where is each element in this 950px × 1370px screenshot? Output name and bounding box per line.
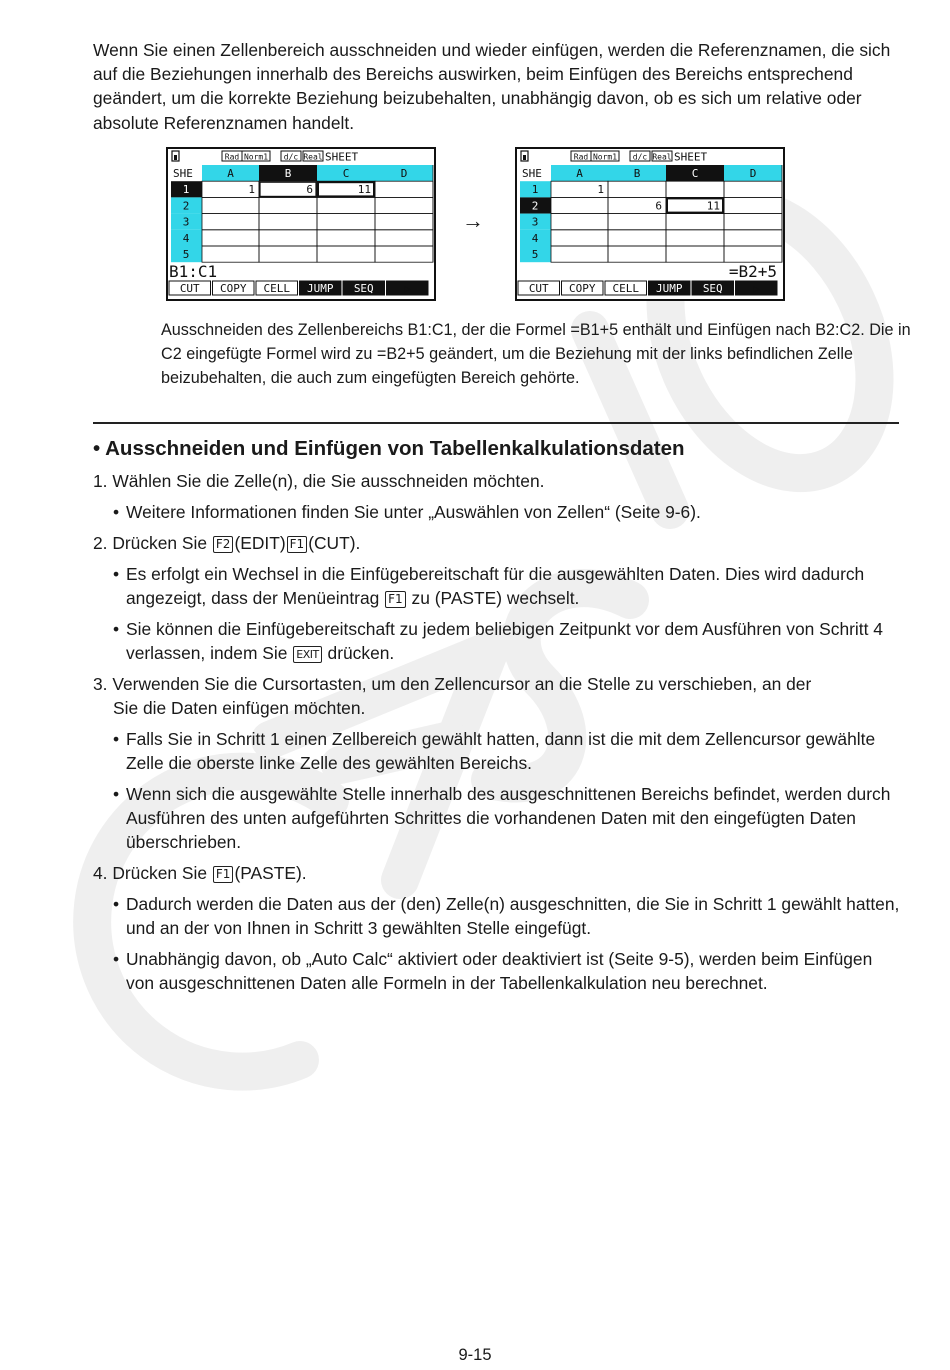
status-tag-real-label: Real xyxy=(652,152,672,162)
note-text: Falls Sie in Schritt 1 einen Zellbereich gewählt hatten, dann ist die mit dem Zellencursor gewählte Zelle die oberste linke Zelle des gewählten Bereichs. xyxy=(126,729,876,774)
battery-level xyxy=(523,155,526,160)
calculator-screen-after xyxy=(515,147,785,301)
page-number: 9-15 xyxy=(458,1346,492,1364)
step-3-note-1 xyxy=(113,727,903,775)
status-tag-norm-label: Norm1 xyxy=(592,152,618,162)
screen-caption: Ausschneiden des Zellenbereichs B1:C1, der die Formel =B1+5 enthält und Einfügen nach B2:C2. Die in C2 eingefügte Formel wird zu =B2+5 geändert, um die Beziehung mit der links befindlichen Zelle beizubehalten, die auch zum eingefügten Bereich gehörte. xyxy=(161,321,911,388)
section-divider xyxy=(93,422,899,424)
column-header-label: A xyxy=(576,167,583,180)
status-tag-real-label: Real xyxy=(303,152,323,162)
bullet: • xyxy=(113,949,120,969)
bullet: • xyxy=(113,564,120,584)
column-header-label: A xyxy=(227,167,234,180)
status-tag-dc-label: d/c xyxy=(632,152,648,162)
row-header-label: 2 xyxy=(182,199,190,213)
step-3-note-2 xyxy=(113,782,903,855)
screen-title: SHEET xyxy=(325,150,359,164)
cell-value: 1 xyxy=(597,183,604,197)
function-key-label: CELL xyxy=(263,282,290,295)
status-tag-norm-label: Norm1 xyxy=(243,152,269,162)
note-text-pre: Es erfolgt ein Wechsel in die Einfügebereitschaft für die ausgewählten Daten. Dies wird dadurch angezeigt, dass der Menüeintrag xyxy=(126,564,865,609)
row-header-label: 4 xyxy=(531,231,539,245)
note-text xyxy=(113,562,903,610)
function-key-label: COPY xyxy=(220,282,247,295)
exit-key-icon: EXIT xyxy=(293,646,321,663)
note-text: Wenn sich die ausgewählte Stelle innerhalb des ausgeschnittenen Bereichs befindet, werden durch Ausführen des unten aufgeführten Schrittes die vorhandenen Daten mit den eingefügten Daten überschrieben. xyxy=(126,784,891,853)
row-header-label: 1 xyxy=(182,183,190,197)
note-text: Dadurch werden die Daten aus der (den) Zelle(n) ausgeschnitten, die Sie in Schritt 1 gewählt hatten, und an der von Ihnen in Schritt 3 gewählten Stelle eingefügt. xyxy=(126,894,900,939)
bullet: • xyxy=(113,784,120,804)
row-header-label: 3 xyxy=(531,215,539,229)
corner-label: SHE xyxy=(522,167,542,180)
status-tag-dc-label: d/c xyxy=(283,152,299,162)
function-key-label: CUT xyxy=(528,282,549,295)
heading-title: Ausschneiden und Einfügen von Tabellenkalkulationsdaten xyxy=(105,437,685,460)
column-header-label: B xyxy=(284,167,292,180)
heading-bullet: • xyxy=(93,437,101,460)
function-key-label: SEQ xyxy=(702,282,723,295)
cell-value: 6 xyxy=(306,183,313,197)
note-text xyxy=(113,617,903,665)
note-text-post: drücken. xyxy=(322,643,395,664)
cell-value: 11 xyxy=(357,183,371,197)
step-2-note-2 xyxy=(113,617,903,665)
column-header-label: B xyxy=(633,167,641,180)
function-key-label: ▷ xyxy=(752,282,760,295)
row-header-label: 2 xyxy=(531,199,539,213)
note-text-pre: Sie können die Einfügebereitschaft zu jedem beliebigen Zeitpunkt vor dem Ausführen von Schritt 4 verlassen, indem Sie xyxy=(126,619,883,664)
step-3-continued: Sie die Daten einfügen möchten. xyxy=(113,698,366,718)
step-2-edit: (EDIT) xyxy=(234,533,286,553)
f1-key-icon: F1 xyxy=(385,591,406,608)
bullet: • xyxy=(113,502,120,522)
row-header-label: 3 xyxy=(182,215,190,229)
f2-key-icon: F2 xyxy=(213,536,234,553)
battery-level xyxy=(174,155,177,160)
column-header-label: D xyxy=(749,167,757,180)
bullet: • xyxy=(113,894,120,914)
step-4-paste: (PASTE). xyxy=(234,863,307,883)
edit-line: =B2+5 xyxy=(728,262,777,282)
step-1: 1. Wählen Sie die Zelle(n), die Sie ausschneiden möchten. xyxy=(93,471,545,491)
transform-arrow: → xyxy=(462,208,484,233)
function-key-label: JUMP xyxy=(307,282,334,295)
note-text: Weitere Informationen finden Sie unter „Auswählen von Zellen“ (Seite 9-6). xyxy=(126,502,701,522)
row-header-label: 1 xyxy=(531,183,539,197)
step-4-note-2 xyxy=(113,947,903,995)
note-text-post: zu (PASTE) wechselt. xyxy=(406,588,580,609)
bullet: • xyxy=(113,729,120,749)
function-key-label: CELL xyxy=(612,282,639,295)
edit-line: B1:C1 xyxy=(169,262,218,282)
step-4 xyxy=(93,861,307,885)
intro-paragraph: Wenn Sie einen Zellenbereich ausschneiden und wieder einfügen, werden die Referenznamen, die sich auf die Beziehungen innerhalb des Bereichs auswirken, beim Einfügen des Bereichs entsprechend geändert, um die korrekte Beziehung beizubehalten, unabhängig davon, ob es sich um relative oder absolute Referenznamen handelt. xyxy=(93,40,891,133)
step-1-note-1 xyxy=(113,500,903,524)
column-header-label: D xyxy=(400,167,408,180)
cell-value: 11 xyxy=(706,199,720,213)
step-2-note-1 xyxy=(113,562,903,610)
step-3: 3. Verwenden Sie die Cursortasten, um den Zellencursor an die Stelle zu verschieben, an der xyxy=(93,674,812,694)
function-key-label: ▷ xyxy=(403,282,411,295)
function-key-label: CUT xyxy=(179,282,200,295)
step-4-note-1 xyxy=(113,892,903,940)
cell-value: 6 xyxy=(655,199,662,213)
row-header-label: 5 xyxy=(531,248,539,261)
step-2 xyxy=(93,531,360,555)
screen-title: SHEET xyxy=(674,150,708,164)
f1-key-icon: F1 xyxy=(213,866,234,883)
calculator-screen-before xyxy=(166,147,436,301)
function-key-label: COPY xyxy=(569,282,596,295)
function-key-label: JUMP xyxy=(656,282,683,295)
step-2-cut: (CUT). xyxy=(308,533,361,553)
step-2-text: 2. Drücken Sie xyxy=(93,533,212,553)
column-header-label: C xyxy=(691,167,699,180)
section-heading xyxy=(93,436,685,462)
row-header-label: 4 xyxy=(182,231,190,245)
bullet: • xyxy=(113,619,120,639)
corner-label: SHE xyxy=(173,167,193,180)
status-tag-rad-label: Rad xyxy=(224,152,240,162)
f1-key-icon: F1 xyxy=(287,536,308,553)
note-text: Unabhängig davon, ob „Auto Calc“ aktiviert oder deaktiviert ist (Seite 9-5), werden beim Einfügen von ausgeschnittenen Daten alle Formeln in der Tabellenkalkulation neu berechnet. xyxy=(126,949,873,994)
cell-value: 1 xyxy=(248,183,255,197)
function-key-label: SEQ xyxy=(353,282,374,295)
row-header-label: 5 xyxy=(182,248,190,261)
step-4-text: 4. Drücken Sie xyxy=(93,863,212,883)
status-tag-rad-label: Rad xyxy=(573,152,589,162)
column-header-label: C xyxy=(342,167,350,180)
